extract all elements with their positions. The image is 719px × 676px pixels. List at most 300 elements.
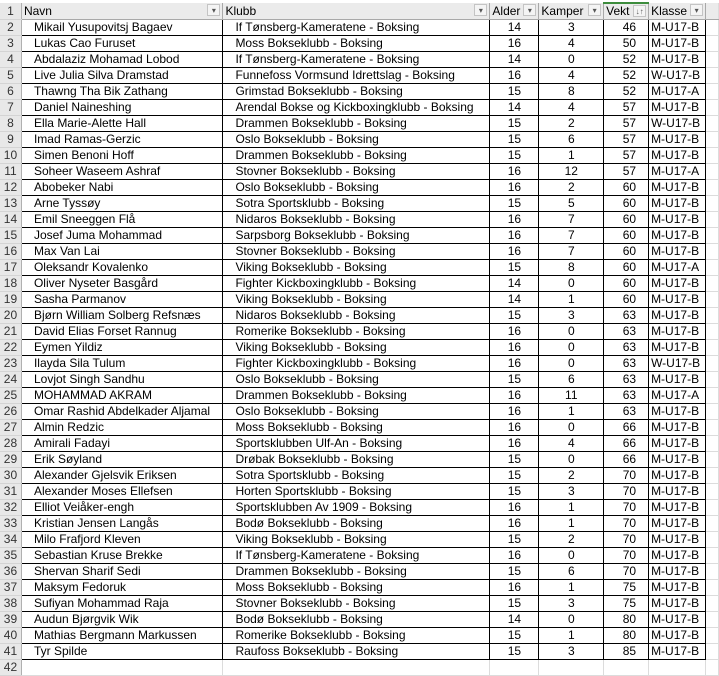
cell-klasse[interactable]: W-U17-B: [649, 68, 706, 84]
cell-kamper[interactable]: 2: [539, 532, 604, 548]
cell-klubb[interactable]: Viking Bokseklubb - Boksing: [223, 532, 490, 548]
row-header[interactable]: 34: [0, 532, 21, 548]
empty-cell[interactable]: [706, 196, 719, 212]
row-header[interactable]: 23: [0, 356, 21, 372]
filter-dropdown-icon[interactable]: ▾: [474, 4, 487, 16]
cell-navn[interactable]: Alexander Gjelsvik Eriksen: [21, 468, 222, 484]
cell-klubb[interactable]: Drammen Bokseklubb - Boksing: [223, 564, 490, 580]
cell-vekt[interactable]: 66: [604, 452, 649, 468]
cell-klubb[interactable]: Sarpsborg Bokseklubb - Boksing: [223, 228, 490, 244]
cell-vekt[interactable]: 80: [604, 628, 649, 644]
cell-vekt[interactable]: 60: [604, 260, 649, 276]
cell-kamper[interactable]: 8: [539, 260, 604, 276]
cell-klasse[interactable]: M-U17-B: [649, 500, 706, 516]
cell-alder[interactable]: 15: [490, 132, 539, 148]
cell-alder[interactable]: 15: [490, 308, 539, 324]
row-header[interactable]: 6: [0, 84, 21, 100]
cell-klasse[interactable]: M-U17-B: [649, 612, 706, 628]
row-header[interactable]: 12: [0, 180, 21, 196]
empty-cell[interactable]: [706, 308, 719, 324]
cell-klubb[interactable]: Oslo Bokseklubb - Boksing: [223, 180, 490, 196]
cell-klubb[interactable]: Moss Bokseklubb - Boksing: [223, 420, 490, 436]
cell-vekt[interactable]: 63: [604, 324, 649, 340]
cell-klasse[interactable]: M-U17-B: [649, 132, 706, 148]
cell-alder[interactable]: 15: [490, 532, 539, 548]
cell-navn[interactable]: Ilayda Sila Tulum: [21, 356, 222, 372]
cell-klubb[interactable]: Drøbak Bokseklubb - Boksing: [223, 452, 490, 468]
cell-alder[interactable]: 15: [490, 468, 539, 484]
row-header[interactable]: 32: [0, 500, 21, 516]
cell-kamper[interactable]: 0: [539, 276, 604, 292]
empty-cell[interactable]: [706, 100, 719, 116]
cell-klasse[interactable]: M-U17-B: [649, 564, 706, 580]
cell-klubb[interactable]: Horten Sportsklubb - Boksing: [223, 484, 490, 500]
cell-navn[interactable]: Ella Marie-Alette Hall: [21, 116, 222, 132]
cell-kamper[interactable]: 3: [539, 308, 604, 324]
empty-cell[interactable]: [706, 468, 719, 484]
cell-klubb[interactable]: Stovner Bokseklubb - Boksing: [223, 244, 490, 260]
cell-navn[interactable]: Josef Juma Mohammad: [21, 228, 222, 244]
row-header[interactable]: 21: [0, 324, 21, 340]
cell-kamper[interactable]: 1: [539, 580, 604, 596]
empty-cell[interactable]: [706, 580, 719, 596]
cell-kamper[interactable]: 2: [539, 468, 604, 484]
cell-navn[interactable]: Live Julia Silva Dramstad: [21, 68, 222, 84]
cell-kamper[interactable]: 8: [539, 84, 604, 100]
cell-navn[interactable]: MOHAMMAD AKRAM: [21, 388, 222, 404]
cell-kamper[interactable]: 0: [539, 548, 604, 564]
column-header-alder[interactable]: [490, 3, 539, 20]
cell-klasse[interactable]: M-U17-A: [649, 164, 706, 180]
cell-kamper[interactable]: 1: [539, 148, 604, 164]
row-header[interactable]: 37: [0, 580, 21, 596]
cell-navn[interactable]: Alexander Moses Ellefsen: [21, 484, 222, 500]
cell-klasse[interactable]: M-U17-B: [649, 244, 706, 260]
cell-vekt[interactable]: 70: [604, 548, 649, 564]
cell-klasse[interactable]: M-U17-B: [649, 420, 706, 436]
row-header[interactable]: 28: [0, 436, 21, 452]
cell-alder[interactable]: 15: [490, 84, 539, 100]
cell-vekt[interactable]: 60: [604, 292, 649, 308]
cell-kamper[interactable]: 3: [539, 20, 604, 36]
row-header[interactable]: 29: [0, 452, 21, 468]
cell-navn[interactable]: Erik Søyland: [21, 452, 222, 468]
cell-navn[interactable]: Bjørn William Solberg Refsnæs: [21, 308, 222, 324]
empty-cell[interactable]: [706, 660, 719, 676]
cell-kamper[interactable]: 0: [539, 612, 604, 628]
cell-kamper[interactable]: 4: [539, 436, 604, 452]
cell-klubb[interactable]: If Tønsberg-Kameratene - Boksing: [223, 20, 490, 36]
cell-alder[interactable]: 14: [490, 100, 539, 116]
cell-vekt[interactable]: 60: [604, 276, 649, 292]
empty-cell[interactable]: [706, 388, 719, 404]
empty-cell[interactable]: [706, 260, 719, 276]
cell-vekt[interactable]: 85: [604, 644, 649, 660]
cell-kamper[interactable]: 3: [539, 484, 604, 500]
empty-cell[interactable]: [706, 596, 719, 612]
cell-vekt[interactable]: 63: [604, 372, 649, 388]
cell-alder[interactable]: 14: [490, 276, 539, 292]
cell-alder[interactable]: 16: [490, 324, 539, 340]
cell-klasse[interactable]: M-U17-B: [649, 324, 706, 340]
cell-alder[interactable]: 16: [490, 36, 539, 52]
cell-alder[interactable]: 14: [490, 292, 539, 308]
cell-navn[interactable]: Sasha Parmanov: [21, 292, 222, 308]
cell-navn[interactable]: Mathias Bergmann Markussen: [21, 628, 222, 644]
empty-cell[interactable]: [706, 356, 719, 372]
cell-vekt[interactable]: 60: [604, 228, 649, 244]
cell-vekt[interactable]: 60: [604, 180, 649, 196]
row-header[interactable]: 40: [0, 628, 21, 644]
row-header[interactable]: 31: [0, 484, 21, 500]
cell-klasse[interactable]: M-U17-B: [649, 596, 706, 612]
cell-alder[interactable]: 16: [490, 388, 539, 404]
cell-klasse[interactable]: M-U17-B: [649, 308, 706, 324]
cell-navn[interactable]: Lukas Cao Furuset: [21, 36, 222, 52]
cell-vekt[interactable]: 60: [604, 212, 649, 228]
cell-klubb[interactable]: Fighter Kickboxingklubb - Boksing: [223, 276, 490, 292]
cell-klubb[interactable]: Nidaros Bokseklubb - Boksing: [223, 308, 490, 324]
cell-navn[interactable]: Eymen Yildiz: [21, 340, 222, 356]
row-header[interactable]: 36: [0, 564, 21, 580]
cell-alder[interactable]: 14: [490, 612, 539, 628]
cell-alder[interactable]: 15: [490, 372, 539, 388]
cell-klasse[interactable]: M-U17-B: [649, 340, 706, 356]
cell-vekt[interactable]: 70: [604, 500, 649, 516]
cell-vekt[interactable]: 70: [604, 532, 649, 548]
cell-vekt[interactable]: 57: [604, 148, 649, 164]
cell-navn[interactable]: Maksym Fedoruk: [21, 580, 222, 596]
cell-navn[interactable]: Arne Tyssøy: [21, 196, 222, 212]
cell-vekt[interactable]: 60: [604, 244, 649, 260]
cell-alder[interactable]: 15: [490, 596, 539, 612]
cell-alder[interactable]: 15: [490, 116, 539, 132]
column-header-klasse[interactable]: [649, 3, 706, 20]
cell-klubb[interactable]: Sportsklubben Ulf-An - Boksing: [223, 436, 490, 452]
cell-klubb[interactable]: Grimstad Bokseklubb - Boksing: [223, 84, 490, 100]
cell-klubb[interactable]: Romerike Bokseklubb - Boksing: [223, 628, 490, 644]
empty-cell[interactable]: [706, 148, 719, 164]
cell-klasse[interactable]: M-U17-B: [649, 548, 706, 564]
cell-navn[interactable]: Abobeker Nabi: [21, 180, 222, 196]
cell-klubb[interactable]: Bodø Bokseklubb - Boksing: [223, 516, 490, 532]
cell-klasse[interactable]: M-U17-B: [649, 372, 706, 388]
cell-klasse[interactable]: W-U17-B: [649, 116, 706, 132]
cell-klasse[interactable]: M-U17-B: [649, 100, 706, 116]
cell-navn[interactable]: Shervan Sharif Sedi: [21, 564, 222, 580]
empty-cell[interactable]: [706, 484, 719, 500]
cell-kamper[interactable]: 0: [539, 356, 604, 372]
sort-ascending-filter-icon[interactable]: ↓↑: [633, 5, 646, 17]
empty-cell[interactable]: [706, 52, 719, 68]
row-header[interactable]: 24: [0, 372, 21, 388]
cell-alder[interactable]: 15: [490, 564, 539, 580]
empty-cell[interactable]: [706, 244, 719, 260]
empty-cell[interactable]: [223, 660, 490, 676]
cell-vekt[interactable]: 57: [604, 100, 649, 116]
cell-navn[interactable]: Abdalaziz Mohamad Lobod: [21, 52, 222, 68]
empty-cell[interactable]: [706, 324, 719, 340]
cell-navn[interactable]: Soheer Waseem Ashraf: [21, 164, 222, 180]
row-header[interactable]: 33: [0, 516, 21, 532]
row-header[interactable]: 8: [0, 116, 21, 132]
cell-alder[interactable]: 15: [490, 644, 539, 660]
empty-cell[interactable]: [21, 660, 222, 676]
cell-vekt[interactable]: 57: [604, 116, 649, 132]
cell-klasse[interactable]: M-U17-B: [649, 292, 706, 308]
cell-klasse[interactable]: M-U17-B: [649, 36, 706, 52]
cell-kamper[interactable]: 5: [539, 196, 604, 212]
cell-kamper[interactable]: 7: [539, 212, 604, 228]
row-header[interactable]: 9: [0, 132, 21, 148]
row-header[interactable]: 27: [0, 420, 21, 436]
cell-vekt[interactable]: 66: [604, 420, 649, 436]
row-header[interactable]: 42: [0, 660, 21, 676]
row-header[interactable]: 38: [0, 596, 21, 612]
cell-klubb[interactable]: Moss Bokseklubb - Boksing: [223, 580, 490, 596]
row-header[interactable]: 30: [0, 468, 21, 484]
cell-alder[interactable]: 16: [490, 420, 539, 436]
cell-vekt[interactable]: 63: [604, 356, 649, 372]
cell-vekt[interactable]: 57: [604, 132, 649, 148]
row-header[interactable]: 3: [0, 36, 21, 52]
row-header[interactable]: 15: [0, 228, 21, 244]
empty-cell[interactable]: [706, 212, 719, 228]
cell-klasse[interactable]: M-U17-B: [649, 468, 706, 484]
empty-cell[interactable]: [706, 84, 719, 100]
cell-alder[interactable]: 16: [490, 68, 539, 84]
empty-cell[interactable]: [706, 20, 719, 36]
cell-klubb[interactable]: Oslo Bokseklubb - Boksing: [223, 372, 490, 388]
cell-klubb[interactable]: Sotra Sportsklubb - Boksing: [223, 468, 490, 484]
cell-alder[interactable]: 16: [490, 180, 539, 196]
cell-kamper[interactable]: 0: [539, 420, 604, 436]
row-header[interactable]: 35: [0, 548, 21, 564]
cell-vekt[interactable]: 52: [604, 68, 649, 84]
cell-vekt[interactable]: 66: [604, 436, 649, 452]
row-header[interactable]: 18: [0, 276, 21, 292]
cell-vekt[interactable]: 63: [604, 308, 649, 324]
filter-dropdown-icon[interactable]: ▾: [588, 4, 601, 16]
empty-cell[interactable]: [706, 3, 719, 20]
cell-navn[interactable]: Oleksandr Kovalenko: [21, 260, 222, 276]
column-header-vekt[interactable]: [604, 3, 649, 20]
cell-alder[interactable]: 15: [490, 452, 539, 468]
cell-klubb[interactable]: Viking Bokseklubb - Boksing: [223, 260, 490, 276]
cell-alder[interactable]: 16: [490, 500, 539, 516]
empty-cell[interactable]: [706, 532, 719, 548]
empty-cell[interactable]: [706, 628, 719, 644]
cell-vekt[interactable]: 57: [604, 164, 649, 180]
cell-alder[interactable]: 16: [490, 404, 539, 420]
cell-kamper[interactable]: 0: [539, 52, 604, 68]
cell-kamper[interactable]: 1: [539, 500, 604, 516]
cell-navn[interactable]: Kristian Jensen Langås: [21, 516, 222, 532]
empty-cell[interactable]: [706, 372, 719, 388]
cell-klubb[interactable]: Viking Bokseklubb - Boksing: [223, 292, 490, 308]
cell-vekt[interactable]: 50: [604, 36, 649, 52]
cell-alder[interactable]: 16: [490, 212, 539, 228]
cell-kamper[interactable]: 7: [539, 228, 604, 244]
cell-alder[interactable]: 16: [490, 516, 539, 532]
column-header-navn[interactable]: [21, 3, 222, 20]
cell-klasse[interactable]: M-U17-A: [649, 388, 706, 404]
empty-cell[interactable]: [706, 228, 719, 244]
cell-vekt[interactable]: 63: [604, 404, 649, 420]
row-header[interactable]: 2: [0, 20, 21, 36]
cell-navn[interactable]: Simen Benoni Hoff: [21, 148, 222, 164]
cell-navn[interactable]: Audun Bjørgvik Wik: [21, 612, 222, 628]
filter-dropdown-icon[interactable]: ▾: [207, 4, 220, 16]
cell-navn[interactable]: Emil Sneeggen Flå: [21, 212, 222, 228]
empty-cell[interactable]: [706, 436, 719, 452]
cell-klubb[interactable]: Oslo Bokseklubb - Boksing: [223, 132, 490, 148]
row-header[interactable]: 25: [0, 388, 21, 404]
cell-vekt[interactable]: 75: [604, 596, 649, 612]
cell-klasse[interactable]: M-U17-B: [649, 452, 706, 468]
row-header[interactable]: 1: [0, 3, 21, 20]
empty-cell[interactable]: [490, 660, 539, 676]
cell-kamper[interactable]: 2: [539, 116, 604, 132]
row-header[interactable]: 26: [0, 404, 21, 420]
cell-vekt[interactable]: 52: [604, 84, 649, 100]
row-header[interactable]: 13: [0, 196, 21, 212]
cell-kamper[interactable]: 0: [539, 324, 604, 340]
cell-klubb[interactable]: Drammen Bokseklubb - Boksing: [223, 148, 490, 164]
empty-cell[interactable]: [706, 452, 719, 468]
cell-alder[interactable]: 15: [490, 148, 539, 164]
empty-cell[interactable]: [706, 420, 719, 436]
row-header[interactable]: 39: [0, 612, 21, 628]
cell-kamper[interactable]: 1: [539, 292, 604, 308]
cell-klubb[interactable]: Arendal Bokse og Kickboxingklubb - Boksing: [223, 100, 490, 116]
cell-klasse[interactable]: M-U17-B: [649, 148, 706, 164]
cell-kamper[interactable]: 3: [539, 596, 604, 612]
empty-cell[interactable]: [604, 660, 649, 676]
cell-klasse[interactable]: M-U17-A: [649, 260, 706, 276]
cell-navn[interactable]: Almin Redzic: [21, 420, 222, 436]
cell-alder[interactable]: 14: [490, 52, 539, 68]
empty-cell[interactable]: [539, 660, 604, 676]
cell-klasse[interactable]: M-U17-A: [649, 84, 706, 100]
cell-klasse[interactable]: M-U17-B: [649, 484, 706, 500]
cell-alder[interactable]: 16: [490, 580, 539, 596]
cell-klasse[interactable]: M-U17-B: [649, 196, 706, 212]
empty-cell[interactable]: [649, 660, 706, 676]
cell-klasse[interactable]: M-U17-B: [649, 20, 706, 36]
cell-vekt[interactable]: 63: [604, 340, 649, 356]
empty-cell[interactable]: [706, 68, 719, 84]
cell-klubb[interactable]: If Tønsberg-Kameratene - Boksing: [223, 548, 490, 564]
cell-kamper[interactable]: 1: [539, 516, 604, 532]
cell-alder[interactable]: 15: [490, 196, 539, 212]
row-header[interactable]: 11: [0, 164, 21, 180]
cell-vekt[interactable]: 63: [604, 388, 649, 404]
cell-klasse[interactable]: M-U17-B: [649, 436, 706, 452]
empty-cell[interactable]: [706, 116, 719, 132]
cell-kamper[interactable]: 3: [539, 644, 604, 660]
cell-vekt[interactable]: 70: [604, 484, 649, 500]
cell-vekt[interactable]: 52: [604, 52, 649, 68]
cell-klubb[interactable]: Sportsklubben Av 1909 - Boksing: [223, 500, 490, 516]
cell-navn[interactable]: David Elias Forset Rannug: [21, 324, 222, 340]
cell-navn[interactable]: Imad Ramas-Gerzic: [21, 132, 222, 148]
cell-navn[interactable]: Tyr Spilde: [21, 644, 222, 660]
row-header[interactable]: 16: [0, 244, 21, 260]
empty-cell[interactable]: [706, 276, 719, 292]
cell-navn[interactable]: Sebastian Kruse Brekke: [21, 548, 222, 564]
row-header[interactable]: 19: [0, 292, 21, 308]
cell-klasse[interactable]: M-U17-B: [649, 276, 706, 292]
cell-klasse[interactable]: M-U17-B: [649, 180, 706, 196]
cell-klubb[interactable]: Fighter Kickboxingklubb - Boksing: [223, 356, 490, 372]
cell-alder[interactable]: 16: [490, 244, 539, 260]
empty-cell[interactable]: [706, 548, 719, 564]
cell-klubb[interactable]: Raufoss Bokseklubb - Boksing: [223, 644, 490, 660]
cell-alder[interactable]: 16: [490, 356, 539, 372]
cell-navn[interactable]: Amirali Fadayi: [21, 436, 222, 452]
cell-klasse[interactable]: M-U17-B: [649, 212, 706, 228]
cell-vekt[interactable]: 70: [604, 564, 649, 580]
empty-cell[interactable]: [706, 516, 719, 532]
cell-alder[interactable]: 16: [490, 228, 539, 244]
cell-navn[interactable]: Milo Frafjord Kleven: [21, 532, 222, 548]
row-header[interactable]: 7: [0, 100, 21, 116]
cell-kamper[interactable]: 6: [539, 132, 604, 148]
cell-klubb[interactable]: Moss Bokseklubb - Boksing: [223, 36, 490, 52]
empty-cell[interactable]: [706, 404, 719, 420]
row-header[interactable]: 14: [0, 212, 21, 228]
row-header[interactable]: 22: [0, 340, 21, 356]
cell-klubb[interactable]: Stovner Bokseklubb - Boksing: [223, 164, 490, 180]
empty-cell[interactable]: [706, 164, 719, 180]
cell-kamper[interactable]: 1: [539, 628, 604, 644]
cell-kamper[interactable]: 4: [539, 36, 604, 52]
cell-navn[interactable]: Sufiyan Mohammad Raja: [21, 596, 222, 612]
empty-cell[interactable]: [706, 612, 719, 628]
cell-klasse[interactable]: M-U17-B: [649, 628, 706, 644]
cell-klasse[interactable]: M-U17-B: [649, 580, 706, 596]
cell-alder[interactable]: 15: [490, 260, 539, 276]
column-header-klubb[interactable]: [223, 3, 490, 20]
cell-vekt[interactable]: 70: [604, 468, 649, 484]
empty-cell[interactable]: [706, 180, 719, 196]
cell-navn[interactable]: Thawng Tha Bik Zathang: [21, 84, 222, 100]
cell-klasse[interactable]: M-U17-B: [649, 644, 706, 660]
cell-klubb[interactable]: Stovner Bokseklubb - Boksing: [223, 596, 490, 612]
cell-navn[interactable]: Oliver Nyseter Basgård: [21, 276, 222, 292]
cell-alder[interactable]: 15: [490, 484, 539, 500]
row-header[interactable]: 4: [0, 52, 21, 68]
cell-navn[interactable]: Lovjot Singh Sandhu: [21, 372, 222, 388]
cell-alder[interactable]: 14: [490, 20, 539, 36]
filter-dropdown-icon[interactable]: ▾: [690, 4, 703, 16]
cell-klubb[interactable]: Drammen Bokseklubb - Boksing: [223, 388, 490, 404]
cell-klasse[interactable]: M-U17-B: [649, 532, 706, 548]
empty-cell[interactable]: [706, 292, 719, 308]
cell-klasse[interactable]: W-U17-B: [649, 356, 706, 372]
cell-navn[interactable]: Elliot Veiåker-engh: [21, 500, 222, 516]
cell-klubb[interactable]: Nidaros Bokseklubb - Boksing: [223, 212, 490, 228]
cell-vekt[interactable]: 75: [604, 580, 649, 596]
cell-klubb[interactable]: Funnefoss Vormsund Idrettslag - Boksing: [223, 68, 490, 84]
cell-klasse[interactable]: M-U17-B: [649, 516, 706, 532]
cell-alder[interactable]: 16: [490, 340, 539, 356]
empty-cell[interactable]: [706, 644, 719, 660]
cell-navn[interactable]: Daniel Naineshing: [21, 100, 222, 116]
cell-klubb[interactable]: Romerike Bokseklubb - Boksing: [223, 324, 490, 340]
cell-klubb[interactable]: If Tønsberg-Kameratene - Boksing: [223, 52, 490, 68]
